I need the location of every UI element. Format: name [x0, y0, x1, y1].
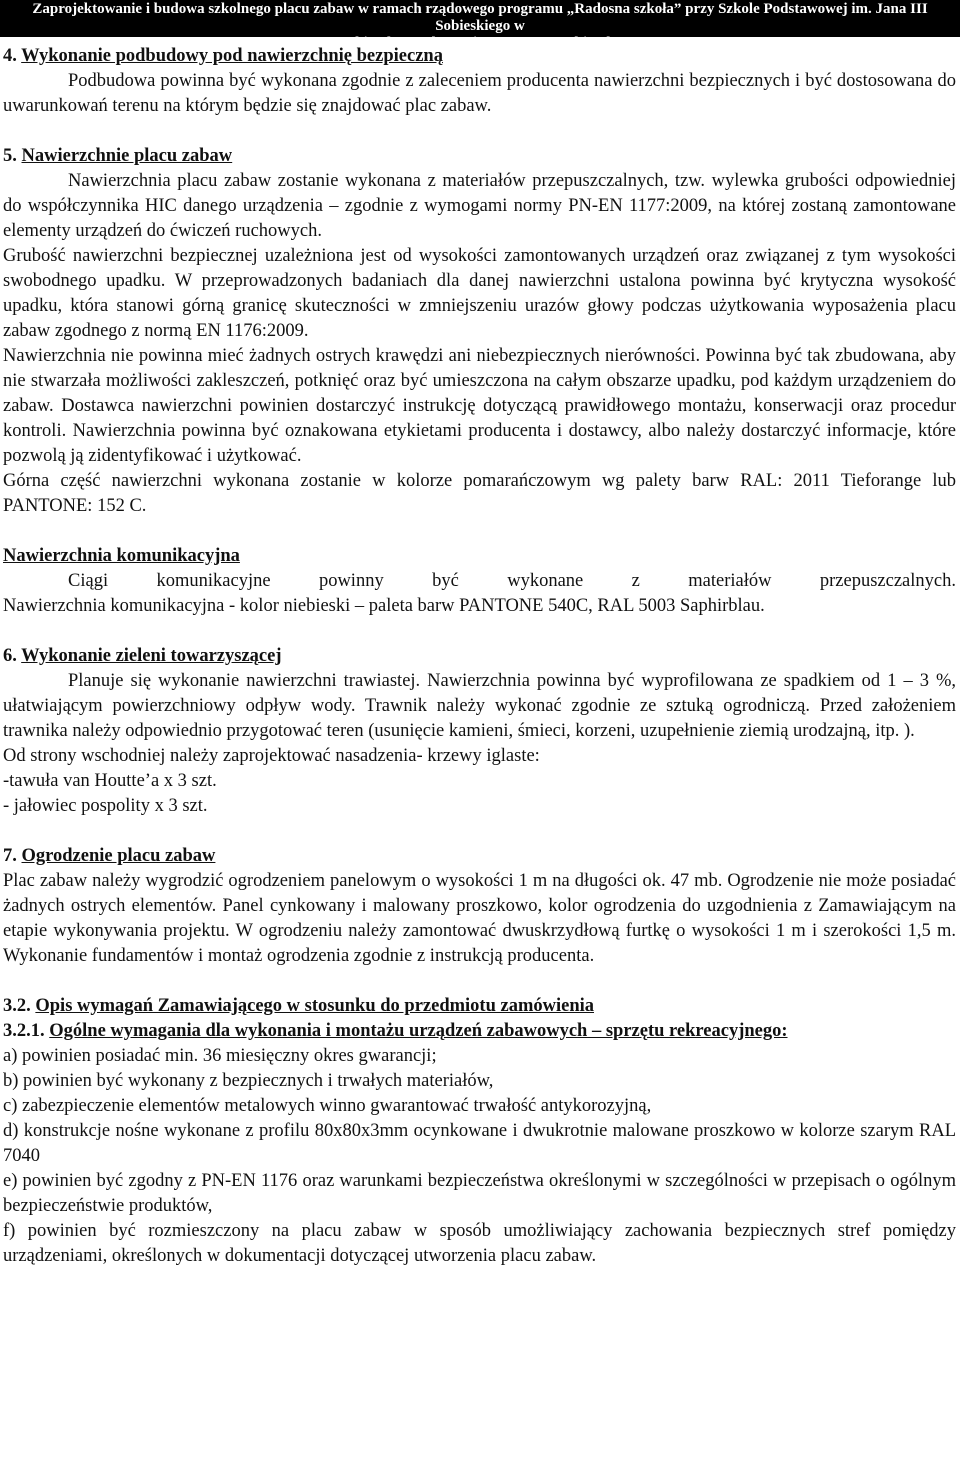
section-5-title: Nawierzchnie placu zabaw [21, 146, 233, 166]
section-3-2-1-number: 3.2.1. [3, 1021, 45, 1041]
requirement-item-d: d) konstrukcje nośne wykonane z profilu 80x80x3mm ocynkowane i dwukrotnie malowane proszkowo w kolorze szarym RAL 7040 [3, 1121, 956, 1166]
requirement-item-c: c) zabezpieczenie elementów metalowych winno gwarantować trwałość antykorozyjną, [3, 1096, 652, 1116]
komunikacyjna-title: Nawierzchnia komunikacyjna [3, 546, 240, 566]
section-3-2-1-heading [3, 1019, 956, 1044]
section-3-2-title: Opis wymagań Zamawiającego w stosunku do przedmiotu zamówienia [35, 996, 594, 1016]
section-4-title: Wykonanie podbudowy pod nawierzchnię bezpieczną [21, 46, 443, 66]
section-4-heading [3, 44, 956, 69]
requirement-item-e: e) powinien być zgodny z PN-EN 1176 oraz warunkami bezpieczeństwa określonymi w szczególności w przepisach o ogólnym bezpieczeństwie produktów, [3, 1171, 956, 1216]
section-6-paragraph-1: Planuje się wykonanie nawierzchni trawiastej. Nawierzchnia powinna być wyprofilowana ze spadkiem od 1 – 3 %, ułatwiającym powierzchniowy odpływ wody. Trawnik należy wykonać zgodnie ze sztuką ogrodniczą. Przed założeniem trawnika należy odpowiednio przygotować teren (usunięcie kamieni, śmieci, korzeni, uzupełnienie ziemią urodzajną, itp. ). [3, 671, 956, 741]
requirement-item-f: f) powinien być rozmieszczony na placu zabaw w sposób umożliwiający zachowania bezpiecznych stref pomiędzy urządzeniami, określonych w dokumentacji dotyczącej utworzenia placu zabaw. [3, 1221, 956, 1266]
section-6-heading [3, 644, 956, 669]
section-3-2-heading [3, 994, 956, 1019]
document-body [3, 44, 956, 1269]
requirement-item-a: a) powinien posiadać min. 36 miesięczny okres gwarancji; [3, 1046, 437, 1066]
section-5-heading [3, 144, 956, 169]
section-7-heading [3, 844, 956, 869]
requirement-item-b: b) powinien być wykonany z bezpiecznych i trwałych materiałów, [3, 1071, 494, 1091]
section-7-paragraph: Plac zabaw należy wygrodzić ogrodzeniem panelowym o wysokości 1 m na długości ok. 47 mb. Ogrodzenie nie może posiadać żadnych ostrych elementów. Panel cynkowany i malowany proszkowo, kolor ogrodzenia do uzgodnienia z Zamawiającym na etapie wykonywania projektu. W ogrodzeniu należy zamontować dwuskrzydłową furtkę o wysokości 1 m i szerokości 1,5 m. Wykonanie fundamentów i montaż ogrodzenia zgodnie z instrukcją producenta. [3, 871, 956, 966]
header-line-2: Zbiersku; Cukrownia 144, 62-830 Zbiersk [345, 35, 615, 51]
section-6-paragraph-2: Od strony wschodniej należy zaprojektować nasadzenia- krzewy iglaste: [3, 746, 540, 766]
section-5-paragraph-4: Górna część nawierzchni wykonana zostanie w kolorze pomarańczowym wg palety barw RAL: 2011 Tieforange lub PANTONE: 152 C. [3, 471, 956, 516]
section-5-paragraph-2: Grubość nawierzchni bezpiecznej uzależniona jest od wysokości zamontowanych urządzeń oraz związanej z tym wysokości swobodnego upadku. W przeprowadzonych badaniach dla danej nawierzchni ustalona powinna być krytyczna wysokość upadku, która stanowi górną granicę skuteczności w zmniejszeniu urazów głowy podczas użytkowania wyposażenia placu zabaw zgodnego z normą EN 1176:2009. [3, 246, 956, 341]
komunikacyjna-paragraph-1: Ciągi komunikacyjne powinny być wykonane z materiałów przepuszczalnych. [68, 571, 956, 591]
section-4-number: 4. [3, 46, 17, 66]
header-line-1: Zaprojektowanie i budowa szkolnego placu zabaw w ramach rządowego programu „Radosna szkoła” przy Szkole Podstawowej im. Jana III Sobieskiego w [32, 1, 928, 34]
komunikacyjna-paragraph-2: Nawierzchnia komunikacyjna - kolor niebieski – paleta barw PANTONE 540C, RAL 5003 Saphirblau. [3, 596, 765, 616]
komunikacyjna-heading [3, 544, 956, 569]
section-7-title: Ogrodzenie placu zabaw [21, 846, 216, 866]
section-6-number: 6. [3, 646, 17, 666]
section-3-2-1-title: Ogólne wymagania dla wykonania i montażu urządzeń zabawowych – sprzętu rekreacyjnego: [49, 1021, 788, 1041]
section-6-plant-1: -tawuła van Houtte’a x 3 szt. [3, 771, 217, 791]
document-header [0, 0, 960, 51]
section-4-paragraph: Podbudowa powinna być wykonana zgodnie z zaleceniem producenta nawierzchni bezpiecznych i być dostosowana do uwarunkowań terenu na którym będzie się znajdować plac zabaw. [3, 71, 956, 116]
section-5-paragraph-3: Nawierzchnia nie powinna mieć żadnych ostrych krawędzi ani niebezpiecznych nierówności. Powinna być tak zbudowana, aby nie stwarzała możliwości zakleszczeń, potknięć oraz być umieszczona na całym obszarze upadku, pod każdym urządzeniem do zabaw. Dostawca nawierzchni powinien dostarczyć instrukcję dotyczącą prawidłowego montażu, konserwacji oraz procedur kontroli. Nawierzchnia powinna być oznakowana etykietami producenta i dostawcy, albo należy dostarczyć informacje, które pozwolą ją zidentyfikować i użytkować. [3, 346, 956, 466]
section-6-plant-2: - jałowiec pospolity x 3 szt. [3, 796, 208, 816]
section-5-paragraph-1: Nawierzchnia placu zabaw zostanie wykonana z materiałów przepuszczalnych, tzw. wylewka grubości odpowiedniej do współczynnika HIC danego urządzenia – zgodnie z wymogami normy PN-EN 1177:2009, na której zostaną zamontowane elementy urządzeń do ćwiczeń ruchowych. [3, 171, 956, 241]
section-5-number: 5. [3, 146, 17, 166]
section-7-number: 7. [3, 846, 17, 866]
section-6-title: Wykonanie zieleni towarzyszącej [21, 646, 282, 666]
section-3-2-number: 3.2. [3, 996, 31, 1016]
